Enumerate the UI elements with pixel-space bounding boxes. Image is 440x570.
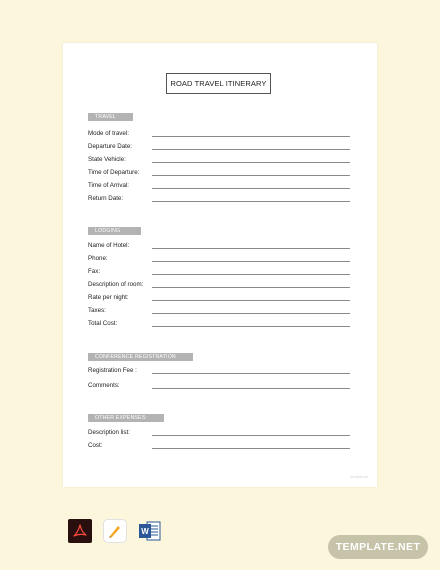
field-departure-date: Departure Date: — [88, 140, 350, 152]
word-icon[interactable] — [138, 519, 162, 543]
field-rate-per-night: Rate per night: — [88, 291, 350, 303]
field-time-of-departure: Time of Departure: — [88, 166, 350, 178]
field-time-of-arrival: Time of Arrival: — [88, 179, 350, 191]
field-comments: Comments: — [88, 379, 350, 391]
field-return-date: Return Date: — [88, 192, 350, 204]
format-icons — [68, 519, 162, 543]
field-cost: Cost: — [88, 439, 350, 451]
field-mode-of-travel: Mode of travel: — [88, 127, 350, 139]
field-total-cost: Total Cost: — [88, 317, 350, 329]
section-label-conference-registration: CONFERENCE REGISTRATION — [88, 353, 193, 361]
field-phone: Phone: — [88, 252, 350, 264]
field-name-of-hotel: Name of Hotel: — [88, 239, 350, 251]
field-state-vehicle: State Vehicle: — [88, 153, 350, 165]
footer-watermark: template.net — [350, 475, 368, 479]
field-fax: Fax: — [88, 265, 350, 277]
field-description-of-room: Description of room: — [88, 278, 350, 290]
document-sheet — [63, 43, 377, 487]
svg-text:W: W — [141, 527, 149, 536]
brand-badge[interactable]: TEMPLATE.NET — [328, 535, 428, 559]
document-title: ROAD TRAVEL ITINERARY — [166, 73, 271, 94]
field-description-list: Description list: — [88, 426, 350, 438]
section-label-lodging: LODGING — [88, 227, 141, 235]
pages-icon[interactable] — [103, 519, 127, 543]
section-label-other-expenses: OTHER EXPENSES: — [88, 414, 164, 422]
field-taxes: Taxes: — [88, 304, 350, 316]
pdf-icon[interactable] — [68, 519, 92, 543]
field-registration-fee: Registration Fee : — [88, 364, 350, 376]
section-label-travel: TRAVEL — [88, 113, 133, 121]
